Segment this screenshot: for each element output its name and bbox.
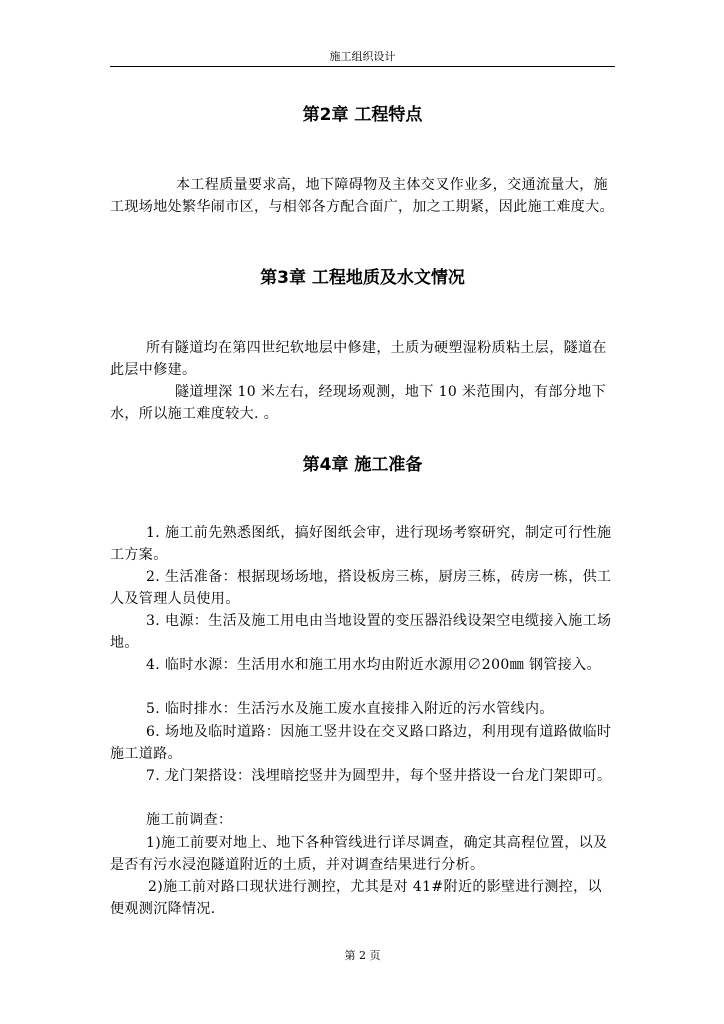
- page-number: 第 2 页: [344, 949, 381, 962]
- chapter-4-item-7: 7. 龙门架搭设：浅埋暗挖竖井为圆型井，每个竖井搭设一台龙门架即可。: [146, 768, 612, 784]
- chapter-4-item-5: 5. 临时排水：生活污水及施工废水直接排入附近的污水管线内。: [146, 701, 554, 717]
- chapter-3-paragraph-1: 所有隧道均在第四世纪软地层中修建，土质为硬塑湿粉质粘土层，隧道在此层中修建。: [110, 340, 607, 378]
- header-divider: [110, 66, 615, 67]
- running-header: 施工组织设计: [329, 50, 396, 63]
- survey-heading: 施工前调查：: [146, 812, 233, 828]
- chapter-4-title: 第4章 施工准备: [302, 455, 423, 475]
- chapter-4-item-4: 4. 临时水源：生活用水和施工用水均由附近水源用∅200㎜ 钢管接入。: [146, 657, 601, 673]
- chapter-4-item-6: 6. 场地及临时道路：因施工竖井设在交叉路口路边，利用现有道路做临时施工道路。: [110, 724, 612, 762]
- survey-item-2: 2)施工前对路口现状进行测控，尤其是对 41#附近的影壁进行测控，以便观测沉降情况.: [110, 879, 602, 917]
- chapter-4-item-3: 3. 电源：生活及施工用电由当地设置的变压器沿线设架空电缆接入施工场地。: [110, 613, 612, 651]
- chapter-3-paragraph-2: 隧道埋深 10 米左右，经现场观测，地下 10 米范围内，有部分地下水，所以施工难度较大. 。: [110, 384, 607, 422]
- chapter-3-title: 第3章 工程地质及水文情况: [260, 268, 465, 288]
- chapter-2-paragraph-1: 本工程质量要求高，地下障碍物及主体交叉作业多，交通流量大，施工现场地处繁华闹市区，与相邻各方配合面广，加之工期紧，因此施工难度大。: [110, 177, 614, 215]
- chapter-4-item-1: 1. 施工前先熟悉图纸，搞好图纸会审，进行现场考察研究，制定可行性施工方案。: [110, 525, 612, 563]
- chapter-2-title: 第2章 工程特点: [302, 105, 423, 125]
- chapter-4-item-2: 2. 生活准备：根据现场场地，搭设板房三栋，厨房三栋，砖房一栋，供工人及管理人员使用。: [110, 569, 612, 607]
- survey-item-1: 1)施工前要对地上、地下各种管线进行详尽调查，确定其高程位置，以及是否有污水浸泡隧道附近的土质，并对调查结果进行分析。: [110, 835, 608, 873]
